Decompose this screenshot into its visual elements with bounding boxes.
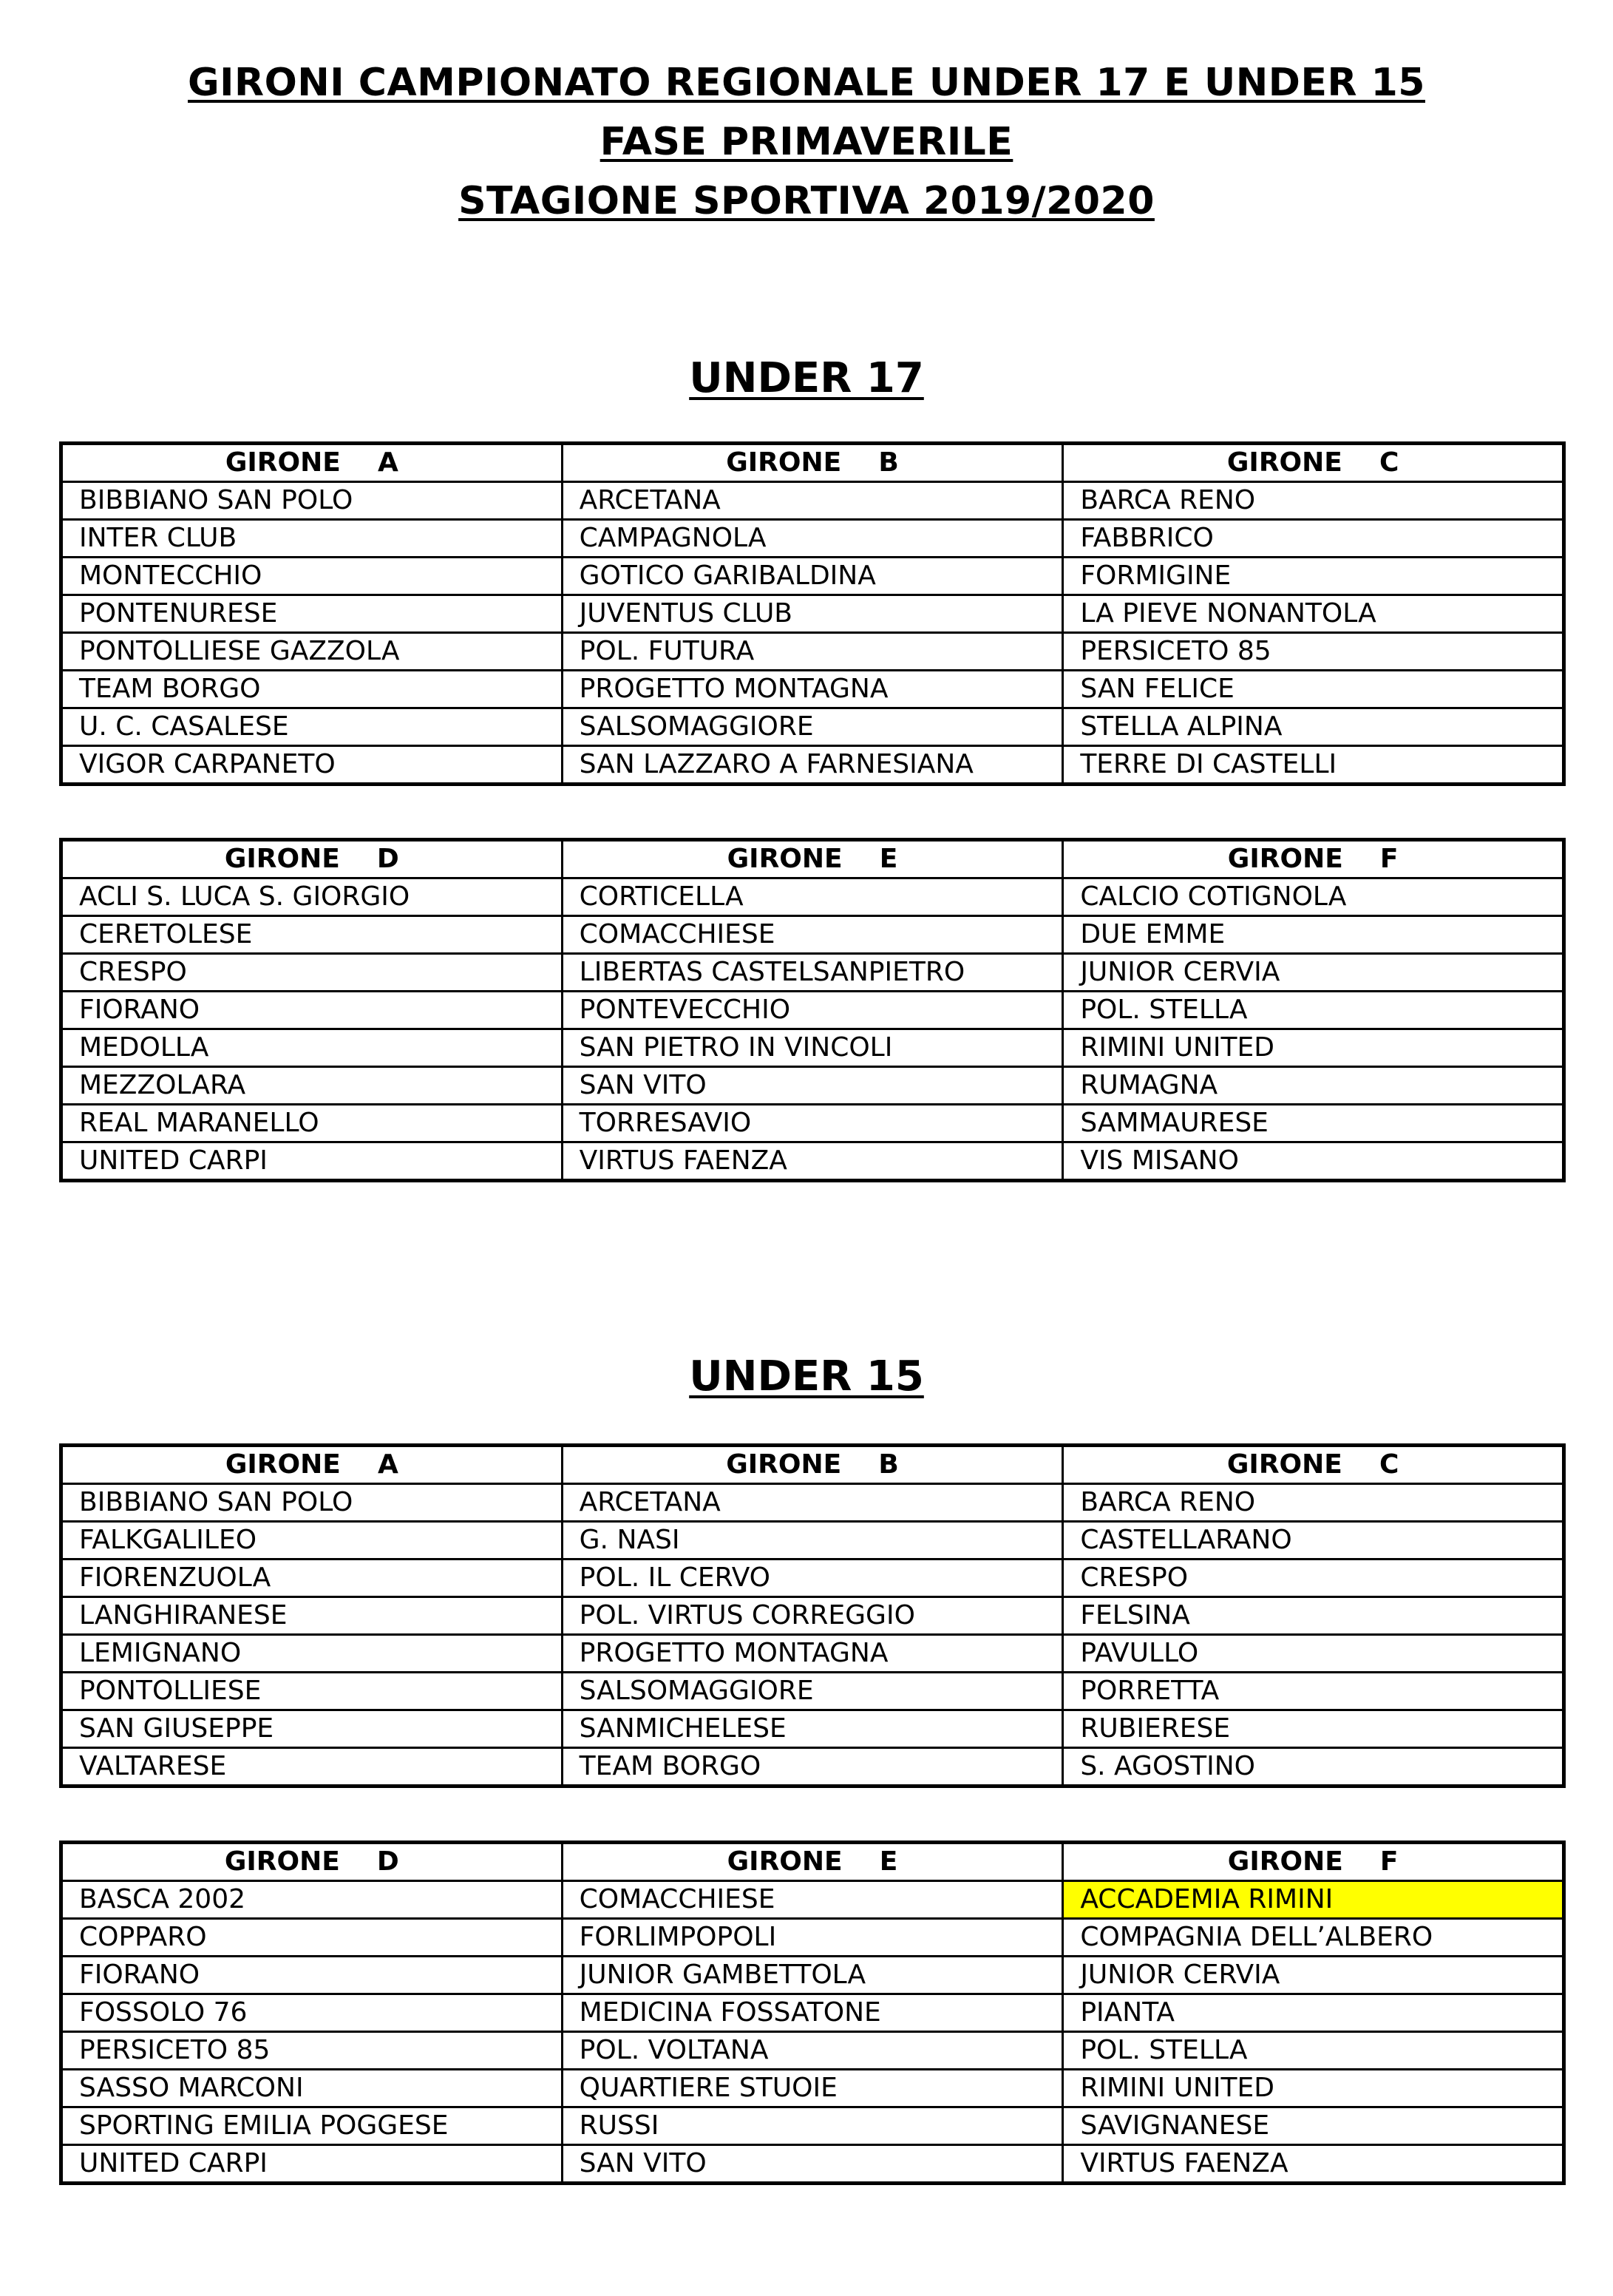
- team-cell: STELLA ALPINA: [1063, 708, 1564, 746]
- team-cell: FALKGALILEO: [61, 1522, 563, 1560]
- table-row: [61, 954, 1564, 992]
- team-cell: FOSSOLO 76: [61, 1994, 563, 2032]
- table-row: [61, 1142, 1564, 1181]
- team-cell: POL. VIRTUS CORREGGIO: [562, 1597, 1063, 1635]
- team-cell: PERSICETO 85: [1063, 633, 1564, 671]
- team-cell: LEMIGNANO: [61, 1635, 563, 1673]
- team-cell: TORRESAVIO: [562, 1105, 1063, 1142]
- under15-table-def: [59, 1840, 1566, 2185]
- table-row: [61, 2070, 1564, 2107]
- team-cell: SAN LAZZARO A FARNESIANA: [562, 746, 1063, 785]
- team-cell: SAN GIUSEPPE: [61, 1710, 563, 1748]
- team-cell: QUARTIERE STUOIE: [562, 2070, 1063, 2107]
- table-row: [61, 595, 1564, 633]
- team-cell: BIBBIANO SAN POLO: [61, 482, 563, 520]
- team-cell: JUNIOR GAMBETTOLA: [562, 1957, 1063, 1994]
- team-cell: UNITED CARPI: [61, 1142, 563, 1181]
- table-header-row: [61, 1843, 1564, 1881]
- team-cell: CORTICELLA: [562, 878, 1063, 916]
- team-cell: CALCIO COTIGNOLA: [1063, 878, 1564, 916]
- girone-header: GIRONE F: [1063, 840, 1564, 878]
- team-cell: S. AGOSTINO: [1063, 1748, 1564, 1787]
- team-cell: FELSINA: [1063, 1597, 1564, 1635]
- team-cell: VIRTUS FAENZA: [1063, 2145, 1564, 2184]
- team-cell: MEZZOLARA: [61, 1067, 563, 1105]
- team-cell: VIRTUS FAENZA: [562, 1142, 1063, 1181]
- team-cell: RUSSI: [562, 2107, 1063, 2145]
- table-row: [61, 1919, 1564, 1957]
- team-cell: POL. VOLTANA: [562, 2032, 1063, 2070]
- title-line-3: STAGIONE SPORTIVA 2019/2020: [458, 179, 1155, 223]
- team-cell: BASCA 2002: [61, 1881, 563, 1919]
- team-cell: SALSOMAGGIORE: [562, 1673, 1063, 1710]
- table-row: [61, 878, 1564, 916]
- team-cell: ARCETANA: [562, 482, 1063, 520]
- team-cell: FABBRICO: [1063, 520, 1564, 558]
- table-row: [61, 708, 1564, 746]
- table-row: [61, 1560, 1564, 1597]
- table-row: [61, 992, 1564, 1029]
- team-cell: U. C. CASALESE: [61, 708, 563, 746]
- team-cell: SPORTING EMILIA POGGESE: [61, 2107, 563, 2145]
- team-cell: SAN VITO: [562, 2145, 1063, 2184]
- under17-table-abc: [59, 441, 1566, 786]
- team-cell: CRESPO: [61, 954, 563, 992]
- team-cell: INTER CLUB: [61, 520, 563, 558]
- team-cell: CASTELLARANO: [1063, 1522, 1564, 1560]
- team-cell: JUNIOR CERVIA: [1063, 954, 1564, 992]
- table-row: [61, 2107, 1564, 2145]
- document-title: [0, 53, 1613, 231]
- team-cell: PORRETTA: [1063, 1673, 1564, 1710]
- team-cell: SAN VITO: [562, 1067, 1063, 1105]
- team-cell: POL. STELLA: [1063, 992, 1564, 1029]
- team-cell: JUVENTUS CLUB: [562, 595, 1063, 633]
- team-cell: MEDICINA FOSSATONE: [562, 1994, 1063, 2032]
- table-row: [61, 1067, 1564, 1105]
- table-row: [61, 633, 1564, 671]
- team-cell: FIORANO: [61, 992, 563, 1029]
- team-cell: VIS MISANO: [1063, 1142, 1564, 1181]
- team-cell: RIMINI UNITED: [1063, 2070, 1564, 2107]
- table-row: [61, 1484, 1564, 1522]
- team-cell: BARCA RENO: [1063, 1484, 1564, 1522]
- team-cell: SAN PIETRO IN VINCOLI: [562, 1029, 1063, 1067]
- team-cell: PONTOLLIESE GAZZOLA: [61, 633, 563, 671]
- team-cell: FORMIGINE: [1063, 558, 1564, 595]
- table-header-row: [61, 1446, 1564, 1484]
- title-line-1: GIRONI CAMPIONATO REGIONALE UNDER 17 E UNDER 15: [188, 61, 1425, 105]
- girone-header: GIRONE B: [562, 1446, 1063, 1484]
- team-cell: FIORANO: [61, 1957, 563, 1994]
- section-title-under-15: UNDER 15: [689, 1352, 924, 1401]
- team-cell: POL. STELLA: [1063, 2032, 1564, 2070]
- table-row: [61, 520, 1564, 558]
- team-cell: COMACCHIESE: [562, 916, 1063, 954]
- table-row: [61, 1105, 1564, 1142]
- team-cell: POL. IL CERVO: [562, 1560, 1063, 1597]
- team-cell: SALSOMAGGIORE: [562, 708, 1063, 746]
- team-cell: LANGHIRANESE: [61, 1597, 563, 1635]
- team-cell: TEAM BORGO: [562, 1748, 1063, 1787]
- girone-header: GIRONE D: [61, 1843, 563, 1881]
- team-cell: RUMAGNA: [1063, 1067, 1564, 1105]
- team-cell: PROGETTO MONTAGNA: [562, 1635, 1063, 1673]
- girone-header: GIRONE C: [1063, 444, 1564, 482]
- team-cell: SAMMAURESE: [1063, 1105, 1564, 1142]
- girone-header: GIRONE C: [1063, 1446, 1564, 1484]
- team-cell: SANMICHELESE: [562, 1710, 1063, 1748]
- girone-header: GIRONE A: [61, 1446, 563, 1484]
- team-cell: POL. FUTURA: [562, 633, 1063, 671]
- table-row: [61, 916, 1564, 954]
- team-cell: PAVULLO: [1063, 1635, 1564, 1673]
- team-cell: RUBIERESE: [1063, 1710, 1564, 1748]
- table-header-row: [61, 444, 1564, 482]
- team-cell: TERRE DI CASTELLI: [1063, 746, 1564, 785]
- team-cell: DUE EMME: [1063, 916, 1564, 954]
- table-row: [61, 1994, 1564, 2032]
- table-row: [61, 1522, 1564, 1560]
- table-row: [61, 1957, 1564, 1994]
- team-cell: COMPAGNIA DELL’ALBERO: [1063, 1919, 1564, 1957]
- team-cell: CAMPAGNOLA: [562, 520, 1063, 558]
- table-row: [61, 2145, 1564, 2184]
- under17-table-def: [59, 838, 1566, 1182]
- girone-header: GIRONE B: [562, 444, 1063, 482]
- table-row: [61, 1881, 1564, 1919]
- team-cell: LA PIEVE NONANTOLA: [1063, 595, 1564, 633]
- team-cell: REAL MARANELLO: [61, 1105, 563, 1142]
- team-cell-highlighted: ACCADEMIA RIMINI: [1063, 1881, 1564, 1919]
- table-row: [61, 1673, 1564, 1710]
- team-cell: PONTOLLIESE: [61, 1673, 563, 1710]
- team-cell: FORLIMPOPOLI: [562, 1919, 1063, 1957]
- team-cell: COMACCHIESE: [562, 1881, 1063, 1919]
- title-line-2: FASE PRIMAVERILE: [600, 120, 1013, 164]
- girone-header: GIRONE D: [61, 840, 563, 878]
- girone-header: GIRONE A: [61, 444, 563, 482]
- team-cell: UNITED CARPI: [61, 2145, 563, 2184]
- table-row: [61, 1748, 1564, 1787]
- team-cell: PONTEVECCHIO: [562, 992, 1063, 1029]
- section-title-under-17: UNDER 17: [689, 354, 924, 402]
- team-cell: SAN FELICE: [1063, 671, 1564, 708]
- team-cell: MEDOLLA: [61, 1029, 563, 1067]
- team-cell: PONTENURESE: [61, 595, 563, 633]
- team-cell: LIBERTAS CASTELSANPIETRO: [562, 954, 1063, 992]
- team-cell: CRESPO: [1063, 1560, 1564, 1597]
- table-row: [61, 1029, 1564, 1067]
- team-cell: ARCETANA: [562, 1484, 1063, 1522]
- table-row: [61, 1597, 1564, 1635]
- team-cell: BARCA RENO: [1063, 482, 1564, 520]
- team-cell: MONTECCHIO: [61, 558, 563, 595]
- table-row: [61, 482, 1564, 520]
- girone-header: GIRONE E: [562, 840, 1063, 878]
- table-row: [61, 2032, 1564, 2070]
- team-cell: JUNIOR CERVIA: [1063, 1957, 1564, 1994]
- table-row: [61, 746, 1564, 785]
- team-cell: PERSICETO 85: [61, 2032, 563, 2070]
- girone-header: GIRONE E: [562, 1843, 1063, 1881]
- team-cell: PROGETTO MONTAGNA: [562, 671, 1063, 708]
- team-cell: ACLI S. LUCA S. GIORGIO: [61, 878, 563, 916]
- team-cell: VIGOR CARPANETO: [61, 746, 563, 785]
- team-cell: FIORENZUOLA: [61, 1560, 563, 1597]
- under15-table-abc: [59, 1443, 1566, 1788]
- team-cell: SASSO MARCONI: [61, 2070, 563, 2107]
- team-cell: TEAM BORGO: [61, 671, 563, 708]
- table-header-row: [61, 840, 1564, 878]
- table-row: [61, 1710, 1564, 1748]
- team-cell: VALTARESE: [61, 1748, 563, 1787]
- table-row: [61, 671, 1564, 708]
- team-cell: SAVIGNANESE: [1063, 2107, 1564, 2145]
- team-cell: RIMINI UNITED: [1063, 1029, 1564, 1067]
- team-cell: PIANTA: [1063, 1994, 1564, 2032]
- team-cell: G. NASI: [562, 1522, 1063, 1560]
- girone-header: GIRONE F: [1063, 1843, 1564, 1881]
- team-cell: GOTICO GARIBALDINA: [562, 558, 1063, 595]
- table-row: [61, 1635, 1564, 1673]
- team-cell: CERETOLESE: [61, 916, 563, 954]
- team-cell: COPPARO: [61, 1919, 563, 1957]
- team-cell: BIBBIANO SAN POLO: [61, 1484, 563, 1522]
- table-row: [61, 558, 1564, 595]
